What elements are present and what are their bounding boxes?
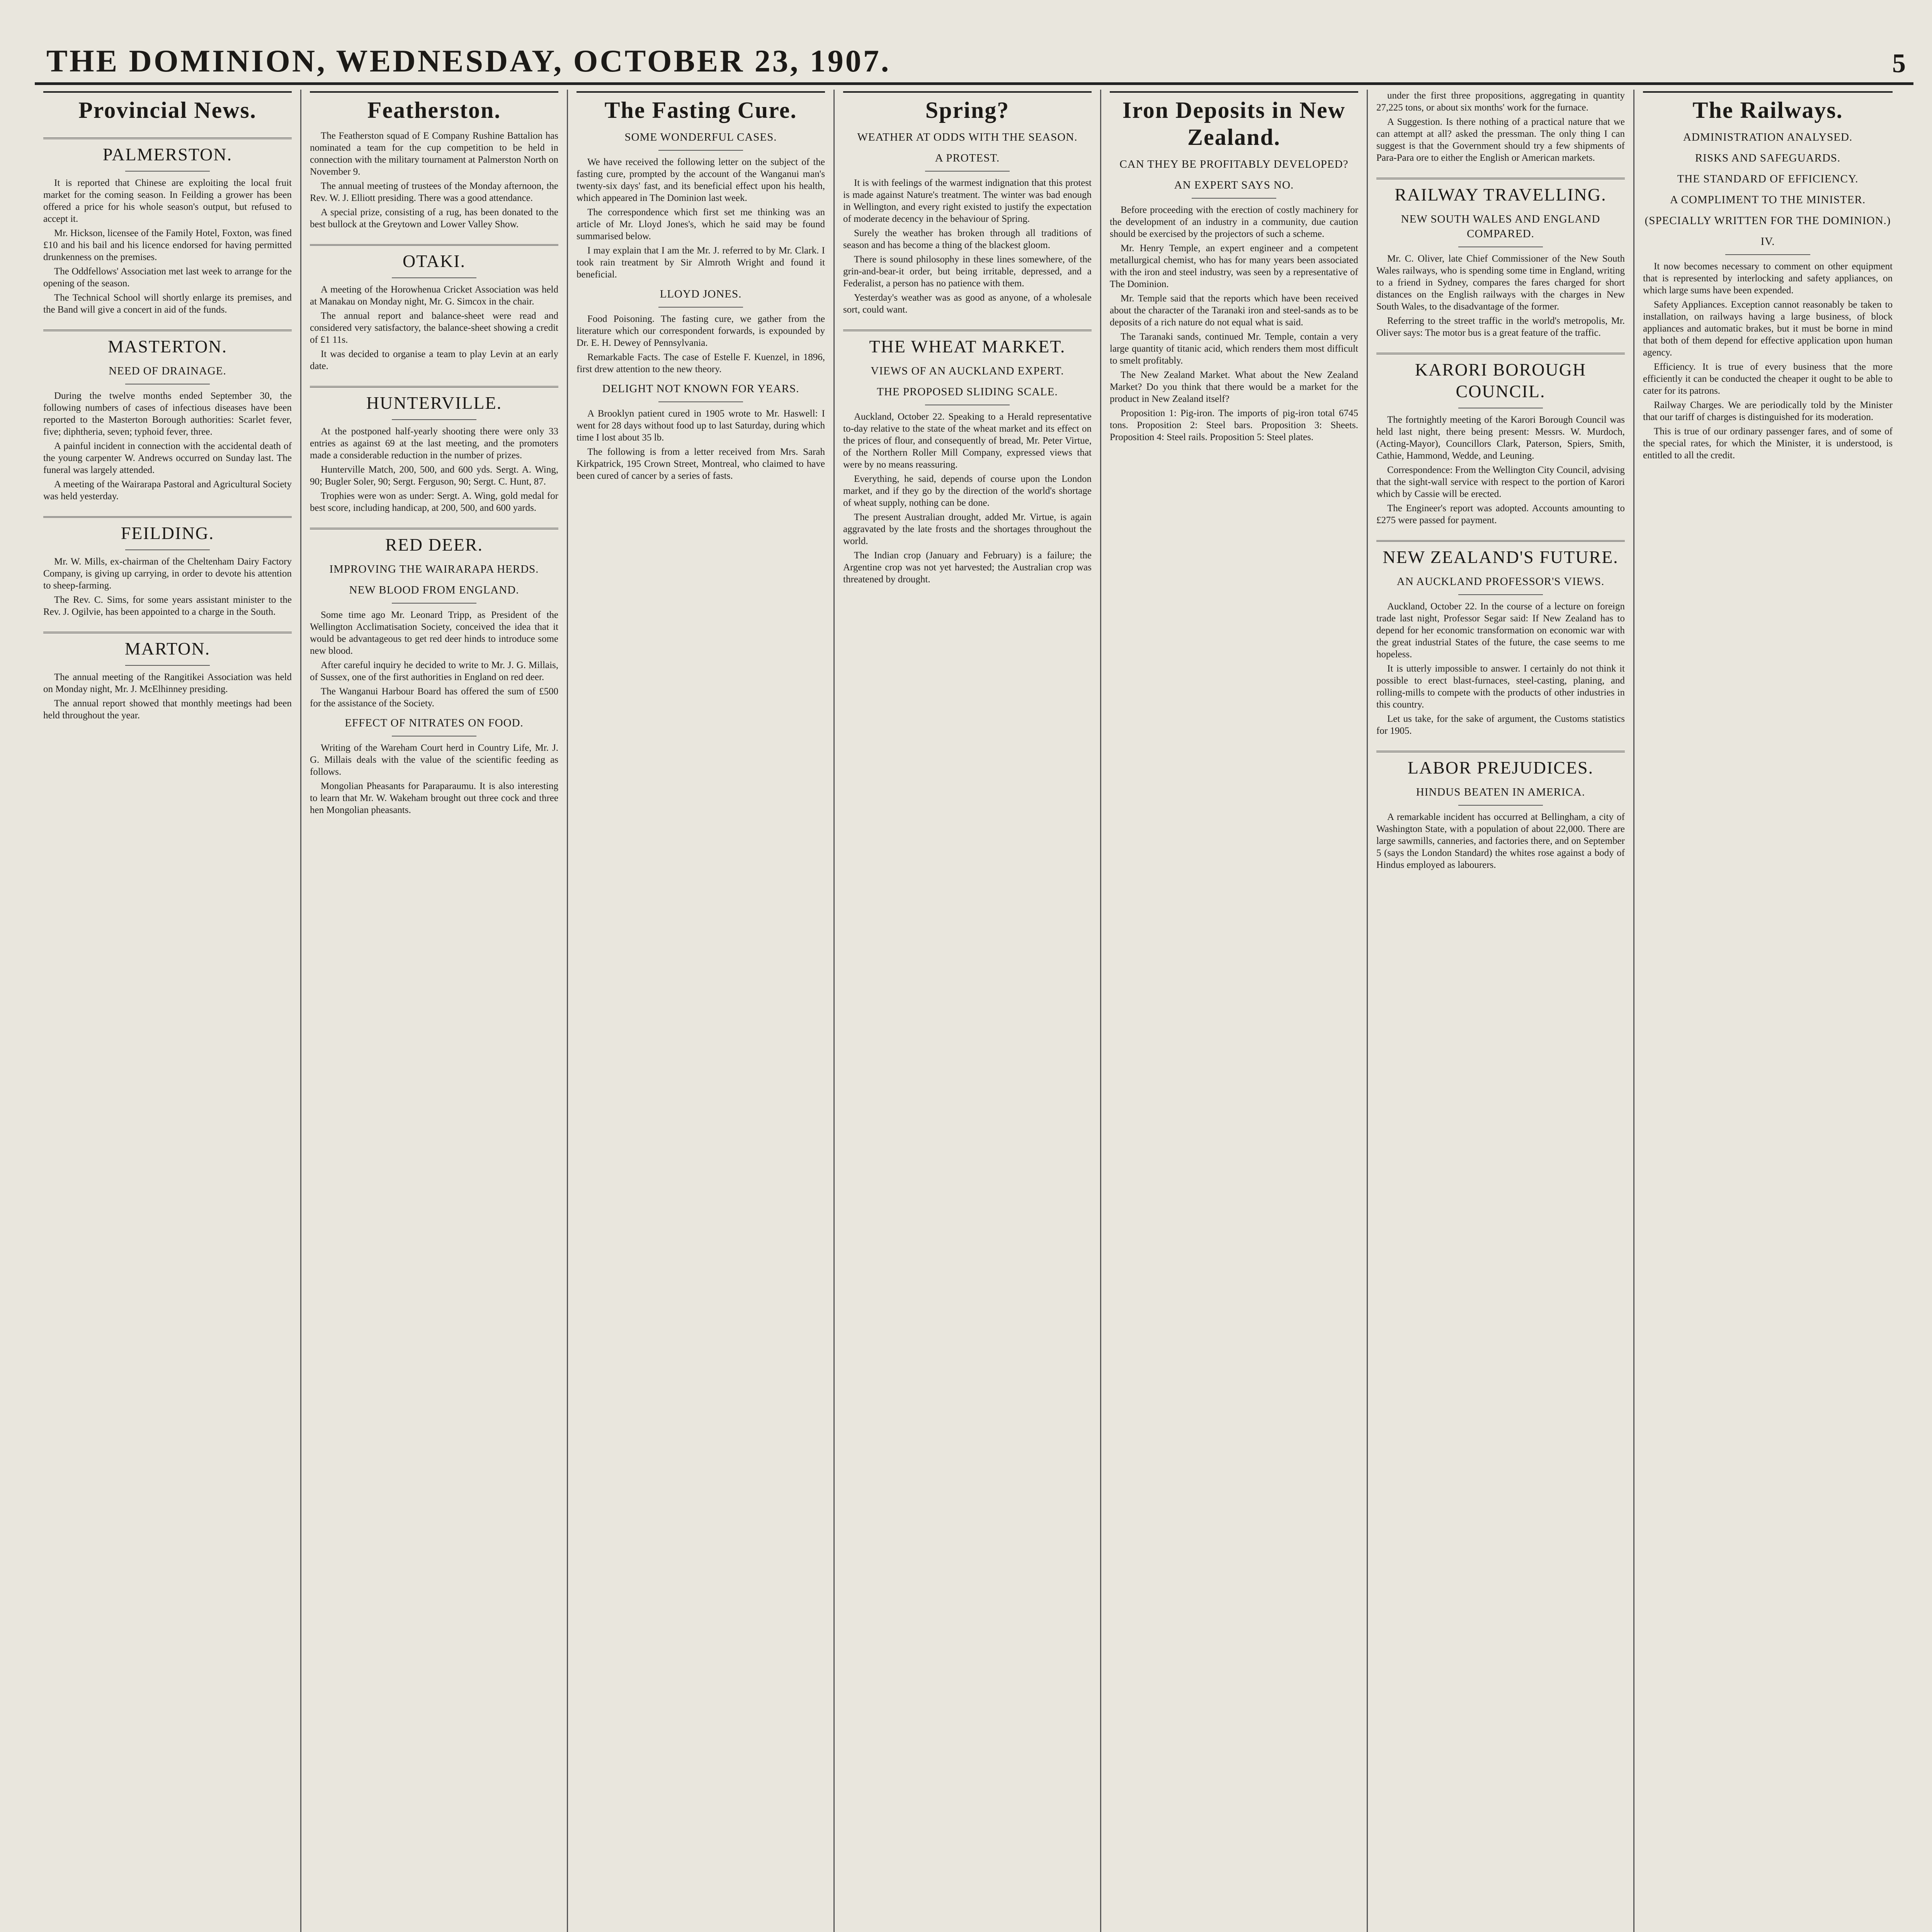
article-subheading: NEW SOUTH WALES AND ENGLAND COMPARED. xyxy=(1401,213,1600,240)
article-paragraph: Food Poisoning. The fasting cure, we gather from the literature which our correspondent forwards, is expounded by Dr. E. H. Dewey of Pennsylvania. xyxy=(577,314,825,348)
column-headline: Iron Deposits in New Zealand. xyxy=(1110,91,1358,151)
article-paragraph: The Engineer's report was adopted. Accounts amounting to £275 were passed for payment. xyxy=(1376,503,1625,526)
article-subheading: A PROTEST. xyxy=(935,152,1000,164)
section-rule xyxy=(1458,594,1543,595)
article-paragraph: The Technical School will shortly enlarge its premises, and the Band will give a concert in aid of the funds. xyxy=(43,293,292,315)
article-paragraph: Referring to the street traffic in the world's metropolis, Mr. Oliver says: The motor bus is a great feature of the traffic. xyxy=(1376,316,1625,338)
article-paragraph: The correspondence which first set me thinking was an article of Mr. Lloyd Jones's, which he said may be found summarised below. xyxy=(577,207,825,242)
article xyxy=(577,381,825,482)
article-paragraph: Safety Appliances. Exception cannot reasonably be taken to installation, on railways having a large business, of block appliances and automatic brakes, but it must be borne in mind that both of them depend for effective application upon human agency. xyxy=(1643,299,1893,358)
article-subheading: AN EXPERT SAYS NO. xyxy=(1174,179,1294,191)
section-rule xyxy=(392,603,476,604)
article xyxy=(43,516,292,618)
article-paragraph: Before proceeding with the erection of costly machinery for the development of an industry in a community, due caution should be exercised by the projectors of such a scheme. xyxy=(1110,205,1358,239)
column-headline: The Railways. xyxy=(1643,91,1893,124)
article-paragraph: A special prize, consisting of a rug, has been donated to the best bullock at the Greytown and Lower Valley Show. xyxy=(310,207,558,230)
newspaper-column xyxy=(1634,90,1901,1932)
article-paragraph: It is utterly impossible to answer. I certainly do not think it possible to erect blast-furnaces, steel-casting, planing, and rolling-mills to compete with the products of other industries in this country. xyxy=(1376,663,1625,710)
article-subheading: (SPECIALLY WRITTEN FOR THE DOMINION.) xyxy=(1645,214,1891,227)
article xyxy=(310,528,558,709)
article-paragraph: A remarkable incident has occurred at Bellingham, a city of Washington State, with a population of about 22,000. There are large sawmills, canneries, and factories there, and on September 5 (says the London Standard) the whites rose against a body of Hindus employed as labourers. xyxy=(1376,812,1625,870)
article-paragraph: I may explain that I am the Mr. J. referred to by Mr. Clark. I took rain treatment by Sir Almroth Wright and found it beneficial. xyxy=(577,245,825,280)
article-paragraph: Auckland, October 22. In the course of a lecture on foreign trade last night, Professor Segar said: If New Zealand has to depend for her economic transformation on economic war with the great industrial States of the future, the case seems to me hopeless. xyxy=(1376,601,1625,660)
article-headline: MASTERTON. xyxy=(43,330,292,357)
section-rule xyxy=(125,665,210,666)
article xyxy=(577,130,825,281)
section-rule xyxy=(1725,254,1810,255)
article-subheading: WEATHER AT ODDS WITH THE SEASON. xyxy=(857,131,1078,143)
article-subheading: THE PROPOSED SLIDING SCALE. xyxy=(877,386,1058,398)
article-paragraph: This is true of our ordinary passenger fares, and of some of the special rates, for which the Minister, it is understood, is entitled to all the credit. xyxy=(1643,426,1893,461)
article-headline: NEW ZEALAND'S FUTURE. xyxy=(1376,540,1625,568)
article xyxy=(310,716,558,816)
article-paragraph: Proposition 1: Pig-iron. The imports of pig-iron total 6745 tons. Proposition 2: Steel bars. Proposition 3: Sheets. Proposition 4: Steel rails. Proposition 5: Steel plates. xyxy=(1110,408,1358,442)
article-subheading: SOME WONDERFUL CASES. xyxy=(624,131,777,143)
article-paragraph: Mr. C. Oliver, late Chief Commissioner of the New South Wales railways, who is spending some time in England, writing to a friend in Sydney, compares the fares charged for short distances on the English railways with the charges in New South Wales, to the disadvantage of the former. xyxy=(1376,253,1625,312)
article-paragraph: The Rev. C. Sims, for some years assistant minister to the Rev. J. Ogilvie, has been appointed to a charge in the South. xyxy=(43,595,292,617)
article xyxy=(1643,130,1893,461)
article-paragraph: Trophies were won as under: Sergt. A. Wing, gold medal for best score, including handicap, at 200, 500, and 600 yards. xyxy=(310,491,558,513)
article xyxy=(1376,540,1625,737)
article-paragraph: The annual report showed that monthly meetings had been held throughout the year. xyxy=(43,698,292,721)
article-subheading: LLOYD JONES. xyxy=(660,288,742,300)
article-headline: RED DEER. xyxy=(310,528,558,556)
newspaper-column xyxy=(568,90,835,1932)
article-subheading: EFFECT OF NITRATES ON FOOD. xyxy=(345,717,524,729)
article-subheading: NEW BLOOD FROM ENGLAND. xyxy=(349,584,519,596)
section-rule xyxy=(658,150,743,151)
column-grid xyxy=(35,90,1913,1932)
article xyxy=(310,244,558,372)
article-paragraph: There is sound philosophy in these lines somewhere, of the grin-and-bear-it order, but being irritable, depressed, and a Federalist, a person has no patience with them. xyxy=(843,254,1092,289)
newspaper-column xyxy=(35,90,301,1932)
article-paragraph: Let us take, for the sake of argument, the Customs statistics for 1905. xyxy=(1376,714,1625,736)
article-paragraph: Auckland, October 22. Speaking to a Herald representative to-day relative to the state of the wheat market and its effect on the prices of flour, and consequently of bread, Mr. Peter Virtue, of the Northern Roller Mill Company, expressed views that were by no means reassuring. xyxy=(843,412,1092,470)
article-paragraph: The annual report and balance-sheet were read and considered very satisfactory, the balance-sheet showing a credit of £1 11s. xyxy=(310,311,558,345)
article-paragraph: Efficiency. It is true of every business that the more efficiently it can be conducted the cheaper it ought to be able to cater for its patrons. xyxy=(1643,362,1893,396)
article-headline: MARTON. xyxy=(43,632,292,660)
article-paragraph: A meeting of the Wairarapa Pastoral and Agricultural Society was held yesterday. xyxy=(43,479,292,502)
column-headline: The Fasting Cure. xyxy=(577,91,825,124)
article-paragraph: The fortnightly meeting of the Karori Borough Council was held last night, there being present: Messrs. W. Murdoch, (Acting-Mayor), Councillors Clark, Paterson, Spiers, Smith, Cathie, Hammond, Wedde, and Leuning. xyxy=(1376,415,1625,461)
article-subheading: AN AUCKLAND PROFESSOR'S VIEWS. xyxy=(1396,575,1605,588)
article-headline: HUNTERVILLE. xyxy=(310,386,558,414)
article-paragraph: Mr. Hickson, licensee of the Family Hotel, Foxton, was fined £10 and his bail and his licence endorsed for having permitted drunkenness on the premises. xyxy=(43,228,292,262)
column-headline: Featherston. xyxy=(310,91,558,124)
article xyxy=(43,632,292,721)
article-paragraph: Mongolian Pheasants for Paraparaumu. It is also interesting to learn that Mr. W. Wakeham brought out three cock and three hen Mongolian pheasants. xyxy=(310,781,558,815)
article xyxy=(1376,90,1625,164)
newspaper-column xyxy=(1368,90,1634,1932)
article-subheading: RISKS AND SAFEGUARDS. xyxy=(1695,152,1841,164)
article-paragraph: Mr. Henry Temple, an expert engineer and a competent metallurgical chemist, who has for many years been associated with the iron and steel industry, was seen by a representative of The Dominion. xyxy=(1110,243,1358,289)
article-subheading: VIEWS OF AN AUCKLAND EXPERT. xyxy=(871,365,1064,377)
article-subheading: NEED OF DRAINAGE. xyxy=(109,365,226,377)
article xyxy=(43,330,292,502)
article-paragraph: The annual meeting of the Rangitikei Association was held on Monday night, Mr. J. McElhinney presiding. xyxy=(43,672,292,694)
article-headline: THE WHEAT MARKET. xyxy=(843,330,1092,357)
newspaper-column xyxy=(835,90,1101,1932)
section-rule xyxy=(392,277,476,278)
article-subheading: HINDUS BEATEN IN AMERICA. xyxy=(1416,786,1585,798)
article-paragraph: It was decided to organise a team to play Levin at an early date. xyxy=(310,349,558,371)
article-paragraph: Yesterday's weather was as good as anyone, of a wholesale sort, could want. xyxy=(843,293,1092,315)
section-rule xyxy=(658,401,743,402)
article-subheading: DELIGHT NOT KNOWN FOR YEARS. xyxy=(602,383,799,395)
article xyxy=(310,386,558,514)
article-paragraph: Everything, he said, depends of course upon the London market, and if they go by the direction of the world's shortage of wheat supply, nothing can be done. xyxy=(843,474,1092,508)
article-subheading: CAN THEY BE PROFITABLY DEVELOPED? xyxy=(1119,158,1349,170)
article-paragraph: It now becomes necessary to comment on other equipment that is represented by interlocking and safety appliances, on which large sums have been expended. xyxy=(1643,261,1893,296)
article-subheading: A COMPLIMENT TO THE MINISTER. xyxy=(1670,194,1866,206)
article-paragraph: The Indian crop (January and February) is a failure; the Argentine crop was not yet harvested; the Australian crop was threatened by drought. xyxy=(843,550,1092,585)
page-number: 5 xyxy=(1892,49,1906,78)
article-subheading: ADMINISTRATION ANALYSED. xyxy=(1683,131,1853,143)
article-paragraph: A meeting of the Horowhenua Cricket Association was held at Manakau on Monday night, Mr. G. Simcox in the chair. xyxy=(310,284,558,307)
article xyxy=(310,130,558,230)
article-paragraph: During the twelve months ended September 30, the following numbers of cases of infectious diseases have been reported to the Masterton Borough authorities: Scarlet fever, five; diphtheria, seven; typhoid fever, three. xyxy=(43,391,292,437)
article-paragraph: A Brooklyn patient cured in 1905 wrote to Mr. Haswell: I went for 28 days without food up to last Saturday, during which time I lost about 35 lb. xyxy=(577,408,825,443)
article xyxy=(1376,178,1625,339)
article-paragraph: Remarkable Facts. The case of Estelle F. Kuenzel, in 1896, first drew attention to the new theory. xyxy=(577,352,825,374)
article-paragraph: The Wanganui Harbour Board has offered the sum of £500 for the assistance of the Society. xyxy=(310,686,558,709)
article-paragraph: Correspondence: From the Wellington City Council, advising that the sight-wall service with respect to the portion of Karori which by Cassie will be erected. xyxy=(1376,465,1625,499)
article-paragraph: Railway Charges. We are periodically told by the Minister that our tariff of charges is distinguished for its moderation. xyxy=(1643,400,1893,422)
column-headline: Provincial News. xyxy=(43,91,292,124)
article-paragraph: At the postponed half-yearly shooting there were only 33 entries as against 69 at the last meeting, and the promoters made a considerable reduction in the number of prizes. xyxy=(310,426,558,461)
article-paragraph: The Taranaki sands, continued Mr. Temple, contain a very large quantity of titanic acid, which renders them most difficult to smelt profitably. xyxy=(1110,332,1358,366)
article-subheading: THE STANDARD OF EFFICIENCY. xyxy=(1677,173,1859,185)
article-paragraph: Mr. Temple said that the reports which have been received about the character of the Taranaki iron and steel-sands as to be deposits of a rich nature do not equal what is said. xyxy=(1110,293,1358,328)
article-headline: LABOR PREJUDICES. xyxy=(1376,751,1625,779)
article-paragraph: The Featherston squad of E Company Rushine Battalion has nominated a team for the cup competition to be held in connection with the military tournament at Palmerston North on November 9. xyxy=(310,131,558,177)
article-paragraph: A painful incident in connection with the accidental death of the young carpenter W. Andrews occurred on Sunday last. The funeral was largely attended. xyxy=(43,441,292,475)
article xyxy=(843,330,1092,585)
article-paragraph: Mr. W. Mills, ex-chairman of the Cheltenham Dairy Factory Company, is giving up carrying, in order to devote his attention to sheep-farming. xyxy=(43,556,292,591)
masthead-title: THE DOMINION, WEDNESDAY, OCTOBER 23, 1907. xyxy=(46,43,891,78)
article-paragraph: Surely the weather has broken through all traditions of season and has become a thing of the blackest gloom. xyxy=(843,228,1092,250)
article-paragraph: The New Zealand Market. What about the New Zealand Market? Do you think that there would be a market for the product in New Zealand itself? xyxy=(1110,370,1358,404)
article-headline: RAILWAY TRAVELLING. xyxy=(1376,178,1625,206)
article xyxy=(43,138,292,316)
article-paragraph: Writing of the Wareham Court herd in Country Life, Mr. J. G. Millais deals with the value of the scientific feeding as follows. xyxy=(310,743,558,777)
section-rule xyxy=(392,419,476,420)
section-rule xyxy=(925,171,1010,172)
article-paragraph: A Suggestion. Is there nothing of a practical nature that we can attempt at all? asked the pressman. The only thing I can suggest is that the Government should try a few shipments of Para-Para ore to either the English or American markets. xyxy=(1376,117,1625,163)
article xyxy=(1110,157,1358,443)
article-paragraph: The annual meeting of trustees of the Monday afternoon, the Rev. W. J. Elliott presiding. There was a good attendance. xyxy=(310,181,558,203)
article-paragraph: The following is from a letter received from Mrs. Sarah Kirkpatrick, 195 Crown Street, Montreal, who claimed to have been cured of cancer by a series of fasts. xyxy=(577,447,825,481)
article-headline: PALMERSTON. xyxy=(43,138,292,165)
newspaper-column xyxy=(1101,90,1368,1932)
article-paragraph: After careful inquiry he decided to write to Mr. J. G. Millais, of Sussex, one of the first authorities in England on red deer. xyxy=(310,660,558,682)
section-rule xyxy=(658,307,743,308)
article xyxy=(577,287,825,375)
article xyxy=(1376,353,1625,526)
section-rule xyxy=(1458,805,1543,806)
article-headline: OTAKI. xyxy=(310,244,558,272)
article-paragraph: The Oddfellows' Association met last week to arrange for the opening of the season. xyxy=(43,266,292,289)
article-subheading: IV. xyxy=(1760,235,1775,248)
article-paragraph: The present Australian drought, added Mr. Virtue, is again aggravated by the late frosts and the shortages throughout the world. xyxy=(843,512,1092,546)
article-paragraph: under the first three propositions, aggregating in quantity 27,225 tons, or about six months' work for the furnace. xyxy=(1376,90,1625,113)
article-paragraph: Some time ago Mr. Leonard Tripp, as President of the Wellington Acclimatisation Society, conceived the idea that it would be advantageous to get red deer hinds to introduce some new blood. xyxy=(310,610,558,656)
section-rule xyxy=(1192,198,1276,199)
section-rule xyxy=(125,171,210,172)
article-headline: KARORI BOROUGH COUNCIL. xyxy=(1376,353,1625,402)
article-headline: FEILDING. xyxy=(43,516,292,544)
article xyxy=(843,130,1092,316)
column-headline: Spring? xyxy=(843,91,1092,124)
article-paragraph: It is with feelings of the warmest indignation that this protest is made against Nature's treatment. The winter was bad enough in Wellington, and every right existed to justify the expectation of moderate decency in the behaviour of Spring. xyxy=(843,178,1092,224)
article-paragraph: We have received the following letter on the subject of the fasting cure, prompted by the account of the Wanganui man's twenty-six days' fast, and its beneficial effect upon his health, which appeared in The Dominion last week. xyxy=(577,157,825,203)
article-subheading: IMPROVING THE WAIRARAPA HERDS. xyxy=(329,563,539,575)
article-paragraph: It is reported that Chinese are exploiting the local fruit market for the coming season. In Feilding a grower has been offered a price for his whole season's output, but refused to accept it. xyxy=(43,178,292,224)
section-rule xyxy=(125,549,210,550)
article xyxy=(1376,751,1625,871)
newspaper-column xyxy=(301,90,568,1932)
article-paragraph: Hunterville Match, 200, 500, and 600 yds. Sergt. A. Wing, 90; Bugler Soler, 90; Sergt. Ferguson, 90; Sergt. C. Hunt, 87. xyxy=(310,464,558,487)
masthead xyxy=(35,37,1913,85)
